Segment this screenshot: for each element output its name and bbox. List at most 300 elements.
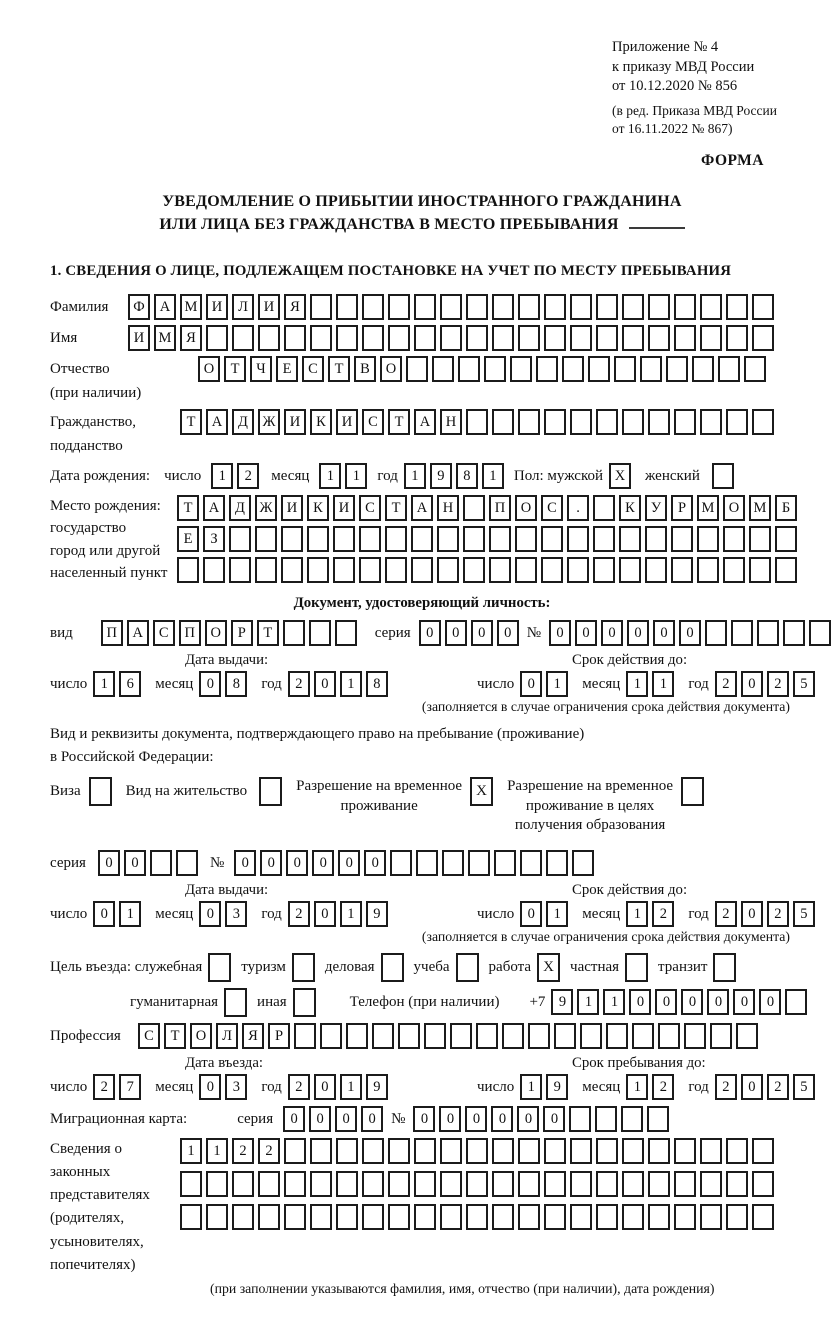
char-box[interactable] [388,294,410,320]
char-box[interactable] [309,620,331,646]
char-box[interactable] [606,1023,628,1049]
char-box[interactable]: . [567,495,589,521]
char-box[interactable]: 8 [225,671,247,697]
char-box[interactable]: 9 [430,463,452,489]
char-box[interactable] [414,294,436,320]
char-box[interactable]: 2 [767,671,789,697]
char-box[interactable] [388,325,410,351]
char-box[interactable]: 0 [601,620,623,646]
char-box[interactable] [398,1023,420,1049]
char-box[interactable] [674,1204,696,1230]
char-box[interactable]: 0 [653,620,675,646]
char-box[interactable] [570,1138,592,1164]
char-box[interactable]: 0 [413,1106,435,1132]
char-box[interactable] [388,1138,410,1164]
char-box[interactable]: 0 [312,850,334,876]
char-box[interactable] [284,1138,306,1164]
char-box[interactable]: 1 [119,901,141,927]
char-box[interactable] [775,526,797,552]
checkbox-cell[interactable]: X [470,777,493,806]
char-box[interactable] [229,557,251,583]
char-box[interactable] [281,526,303,552]
char-box[interactable]: 0 [286,850,308,876]
char-box[interactable] [666,356,688,382]
char-box[interactable]: Б [775,495,797,521]
char-box[interactable] [723,557,745,583]
char-box[interactable] [310,1138,332,1164]
char-box[interactable]: 0 [629,989,651,1015]
checkbox-cell[interactable] [224,988,247,1017]
char-box[interactable] [466,409,488,435]
char-box[interactable] [492,1171,514,1197]
char-box[interactable]: 0 [520,901,542,927]
char-box[interactable] [731,620,753,646]
char-box[interactable]: X [609,463,631,489]
char-box[interactable]: 2 [93,1074,115,1100]
char-box[interactable] [510,356,532,382]
char-box[interactable] [232,1204,254,1230]
char-box[interactable] [520,850,542,876]
char-box[interactable] [518,1171,540,1197]
char-box[interactable] [622,409,644,435]
char-box[interactable] [658,1023,680,1049]
char-box[interactable] [388,1204,410,1230]
char-box[interactable] [544,1204,566,1230]
char-box[interactable] [362,1171,384,1197]
char-box[interactable] [595,1106,617,1132]
char-box[interactable] [749,526,771,552]
char-box[interactable]: Н [437,495,459,521]
char-box[interactable] [336,1204,358,1230]
char-box[interactable]: 9 [551,989,573,1015]
char-box[interactable] [336,294,358,320]
char-box[interactable] [648,409,670,435]
char-box[interactable] [385,557,407,583]
char-box[interactable]: 3 [225,901,247,927]
char-box[interactable] [726,1204,748,1230]
char-box[interactable] [647,1106,669,1132]
char-box[interactable]: Д [232,409,254,435]
char-box[interactable] [489,557,511,583]
char-box[interactable]: 2 [767,1074,789,1100]
char-box[interactable]: 0 [655,989,677,1015]
char-box[interactable]: Т [180,409,202,435]
char-box[interactable] [546,850,568,876]
char-box[interactable]: 0 [124,850,146,876]
char-box[interactable] [752,325,774,351]
char-box[interactable] [570,1171,592,1197]
char-box[interactable] [544,1171,566,1197]
char-box[interactable] [622,1138,644,1164]
char-box[interactable]: К [619,495,641,521]
char-box[interactable]: С [138,1023,160,1049]
char-box[interactable]: С [302,356,324,382]
char-box[interactable]: 0 [549,620,571,646]
char-box[interactable] [362,325,384,351]
char-box[interactable]: 0 [199,671,221,697]
char-box[interactable]: 2 [237,463,259,489]
char-box[interactable] [310,325,332,351]
char-box[interactable] [593,557,615,583]
char-box[interactable] [700,1171,722,1197]
char-box[interactable]: Л [232,294,254,320]
char-box[interactable] [736,1023,758,1049]
char-box[interactable] [596,409,618,435]
char-box[interactable] [752,1171,774,1197]
char-box[interactable] [466,1171,488,1197]
char-box[interactable] [648,1171,670,1197]
char-box[interactable] [700,325,722,351]
char-box[interactable]: 0 [707,989,729,1015]
char-box[interactable]: М [180,294,202,320]
char-box[interactable] [614,356,636,382]
char-box[interactable]: Р [231,620,253,646]
char-box[interactable] [232,1171,254,1197]
char-box[interactable] [726,409,748,435]
char-box[interactable]: И [128,325,150,351]
char-box[interactable] [622,325,644,351]
char-box[interactable] [310,294,332,320]
char-box[interactable]: 0 [361,1106,383,1132]
char-box[interactable]: 0 [520,671,542,697]
char-box[interactable] [570,1204,592,1230]
char-box[interactable]: Л [216,1023,238,1049]
char-box[interactable] [437,557,459,583]
char-box[interactable]: 0 [759,989,781,1015]
char-box[interactable] [463,526,485,552]
char-box[interactable]: А [127,620,149,646]
char-box[interactable]: 1 [546,671,568,697]
char-box[interactable]: 2 [288,901,310,927]
char-box[interactable]: 0 [471,620,493,646]
char-box[interactable] [424,1023,446,1049]
char-box[interactable]: О [190,1023,212,1049]
char-box[interactable]: М [697,495,719,521]
char-box[interactable] [458,356,480,382]
char-box[interactable] [593,495,615,521]
char-box[interactable] [710,1023,732,1049]
char-box[interactable] [541,557,563,583]
char-box[interactable] [554,1023,576,1049]
char-box[interactable]: 1 [546,901,568,927]
char-box[interactable] [489,526,511,552]
char-box[interactable]: 2 [652,1074,674,1100]
char-box[interactable]: А [154,294,176,320]
char-box[interactable] [411,557,433,583]
char-box[interactable]: Е [276,356,298,382]
char-box[interactable]: 2 [288,1074,310,1100]
char-box[interactable] [283,620,305,646]
char-box[interactable] [432,356,454,382]
char-box[interactable] [440,1138,462,1164]
char-box[interactable] [362,1204,384,1230]
char-box[interactable] [515,526,537,552]
char-box[interactable] [388,1171,410,1197]
char-box[interactable] [567,526,589,552]
char-box[interactable] [570,294,592,320]
char-box[interactable]: И [336,409,358,435]
char-box[interactable] [596,1138,618,1164]
char-box[interactable]: П [489,495,511,521]
char-box[interactable] [726,325,748,351]
char-box[interactable] [619,526,641,552]
char-box[interactable]: 0 [338,850,360,876]
char-box[interactable] [390,850,412,876]
char-box[interactable]: 0 [491,1106,513,1132]
char-box[interactable] [333,526,355,552]
char-box[interactable]: М [154,325,176,351]
char-box[interactable] [466,1204,488,1230]
char-box[interactable] [294,1023,316,1049]
char-box[interactable] [674,1171,696,1197]
checkbox-cell[interactable] [293,988,316,1017]
char-box[interactable] [596,1171,618,1197]
char-box[interactable] [596,1204,618,1230]
char-box[interactable] [648,294,670,320]
char-box[interactable]: О [198,356,220,382]
char-box[interactable] [150,850,172,876]
char-box[interactable]: О [205,620,227,646]
char-box[interactable]: 1 [340,671,362,697]
char-box[interactable] [492,294,514,320]
char-box[interactable] [414,1138,436,1164]
char-box[interactable] [569,1106,591,1132]
char-box[interactable]: 1 [520,1074,542,1100]
checkbox-cell[interactable] [681,777,704,806]
checkbox-cell[interactable] [259,777,282,806]
char-box[interactable]: Я [284,294,306,320]
char-box[interactable]: 2 [288,671,310,697]
char-box[interactable]: И [333,495,355,521]
char-box[interactable]: 0 [260,850,282,876]
char-box[interactable]: А [411,495,433,521]
char-box[interactable]: 2 [767,901,789,927]
char-box[interactable] [621,1106,643,1132]
char-box[interactable] [697,526,719,552]
char-box[interactable]: И [258,294,280,320]
char-box[interactable] [700,1204,722,1230]
char-box[interactable]: Р [671,495,693,521]
char-box[interactable] [177,557,199,583]
char-box[interactable]: О [515,495,537,521]
char-box[interactable] [705,620,727,646]
char-box[interactable] [229,526,251,552]
char-box[interactable]: В [354,356,376,382]
char-box[interactable]: О [723,495,745,521]
char-box[interactable] [640,356,662,382]
char-box[interactable]: Ф [128,294,150,320]
char-box[interactable] [744,356,766,382]
char-box[interactable] [414,325,436,351]
char-box[interactable]: Я [180,325,202,351]
char-box[interactable] [320,1023,342,1049]
char-box[interactable] [712,463,734,489]
char-box[interactable]: О [380,356,402,382]
char-box[interactable]: 0 [234,850,256,876]
checkbox-cell[interactable] [625,953,648,982]
char-box[interactable] [335,620,357,646]
char-box[interactable]: 3 [225,1074,247,1100]
char-box[interactable] [580,1023,602,1049]
char-box[interactable] [752,1204,774,1230]
char-box[interactable] [414,1204,436,1230]
char-box[interactable] [440,294,462,320]
char-box[interactable] [442,850,464,876]
char-box[interactable] [406,356,428,382]
char-box[interactable] [176,850,198,876]
char-box[interactable]: А [203,495,225,521]
char-box[interactable] [752,294,774,320]
char-box[interactable] [492,325,514,351]
char-box[interactable]: 0 [283,1106,305,1132]
char-box[interactable]: 0 [199,901,221,927]
char-box[interactable] [809,620,831,646]
char-box[interactable] [596,325,618,351]
char-box[interactable]: Я [242,1023,264,1049]
checkbox-cell[interactable] [208,953,231,982]
char-box[interactable]: П [101,620,123,646]
char-box[interactable] [674,294,696,320]
char-box[interactable] [596,294,618,320]
char-box[interactable] [206,1204,228,1230]
char-box[interactable] [206,325,228,351]
char-box[interactable]: 0 [314,901,336,927]
char-box[interactable]: 0 [314,671,336,697]
char-box[interactable] [541,526,563,552]
char-box[interactable] [258,1204,280,1230]
char-box[interactable] [674,409,696,435]
char-box[interactable] [567,557,589,583]
char-box[interactable] [645,526,667,552]
char-box[interactable] [411,526,433,552]
char-box[interactable] [284,1204,306,1230]
char-box[interactable]: И [206,294,228,320]
char-box[interactable] [697,557,719,583]
char-box[interactable] [440,1204,462,1230]
char-box[interactable] [775,557,797,583]
char-box[interactable]: Т [328,356,350,382]
char-box[interactable] [632,1023,654,1049]
char-box[interactable] [372,1023,394,1049]
char-box[interactable]: 0 [575,620,597,646]
checkbox-cell[interactable] [89,777,112,806]
char-box[interactable] [502,1023,524,1049]
char-box[interactable] [572,850,594,876]
char-box[interactable]: 0 [741,671,763,697]
char-box[interactable] [700,294,722,320]
char-box[interactable]: Д [229,495,251,521]
char-box[interactable] [528,1023,550,1049]
char-box[interactable] [206,1171,228,1197]
char-box[interactable] [359,526,381,552]
char-box[interactable] [648,325,670,351]
char-box[interactable]: К [310,409,332,435]
char-box[interactable]: 0 [627,620,649,646]
char-box[interactable]: 1 [340,1074,362,1100]
char-box[interactable]: 2 [652,901,674,927]
char-box[interactable] [588,356,610,382]
char-box[interactable]: А [206,409,228,435]
char-box[interactable] [544,294,566,320]
char-box[interactable] [726,1171,748,1197]
char-box[interactable]: 0 [314,1074,336,1100]
char-box[interactable] [180,1204,202,1230]
char-box[interactable]: Т [257,620,279,646]
char-box[interactable] [440,325,462,351]
char-box[interactable]: 0 [419,620,441,646]
char-box[interactable]: 0 [439,1106,461,1132]
char-box[interactable]: 0 [497,620,519,646]
char-box[interactable]: Е [177,526,199,552]
char-box[interactable] [749,557,771,583]
char-box[interactable]: 2 [715,901,737,927]
char-box[interactable] [674,1138,696,1164]
char-box[interactable]: Т [385,495,407,521]
char-box[interactable]: 8 [456,463,478,489]
char-box[interactable]: 1 [180,1138,202,1164]
char-box[interactable]: 1 [211,463,233,489]
char-box[interactable]: 0 [93,901,115,927]
char-box[interactable]: 1 [404,463,426,489]
char-box[interactable] [180,1171,202,1197]
char-box[interactable] [362,294,384,320]
char-box[interactable] [700,409,722,435]
char-box[interactable] [515,557,537,583]
char-box[interactable] [562,356,584,382]
char-box[interactable]: 1 [340,901,362,927]
char-box[interactable] [518,325,540,351]
char-box[interactable] [255,526,277,552]
char-box[interactable] [476,1023,498,1049]
char-box[interactable] [570,409,592,435]
char-box[interactable]: Н [440,409,462,435]
char-box[interactable]: И [281,495,303,521]
char-box[interactable] [622,294,644,320]
char-box[interactable]: 1 [626,901,648,927]
char-box[interactable] [492,409,514,435]
char-box[interactable]: А [414,409,436,435]
char-box[interactable] [518,294,540,320]
char-box[interactable] [281,557,303,583]
char-box[interactable] [671,526,693,552]
char-box[interactable] [346,1023,368,1049]
char-box[interactable] [255,557,277,583]
char-box[interactable]: 1 [93,671,115,697]
char-box[interactable]: 0 [309,1106,331,1132]
char-box[interactable] [648,1138,670,1164]
char-box[interactable] [518,1138,540,1164]
char-box[interactable]: 1 [319,463,341,489]
char-box[interactable] [494,850,516,876]
char-box[interactable]: 7 [119,1074,141,1100]
char-box[interactable] [310,1171,332,1197]
char-box[interactable]: 2 [715,1074,737,1100]
char-box[interactable]: Ж [258,409,280,435]
char-box[interactable]: 1 [345,463,367,489]
char-box[interactable] [536,356,558,382]
char-box[interactable]: К [307,495,329,521]
char-box[interactable]: 0 [543,1106,565,1132]
char-box[interactable] [726,294,748,320]
char-box[interactable] [518,409,540,435]
char-box[interactable] [544,409,566,435]
checkbox-cell[interactable] [713,953,736,982]
char-box[interactable] [359,557,381,583]
char-box[interactable]: 0 [335,1106,357,1132]
char-box[interactable] [203,557,225,583]
checkbox-cell[interactable]: X [537,953,560,982]
char-box[interactable]: 1 [577,989,599,1015]
